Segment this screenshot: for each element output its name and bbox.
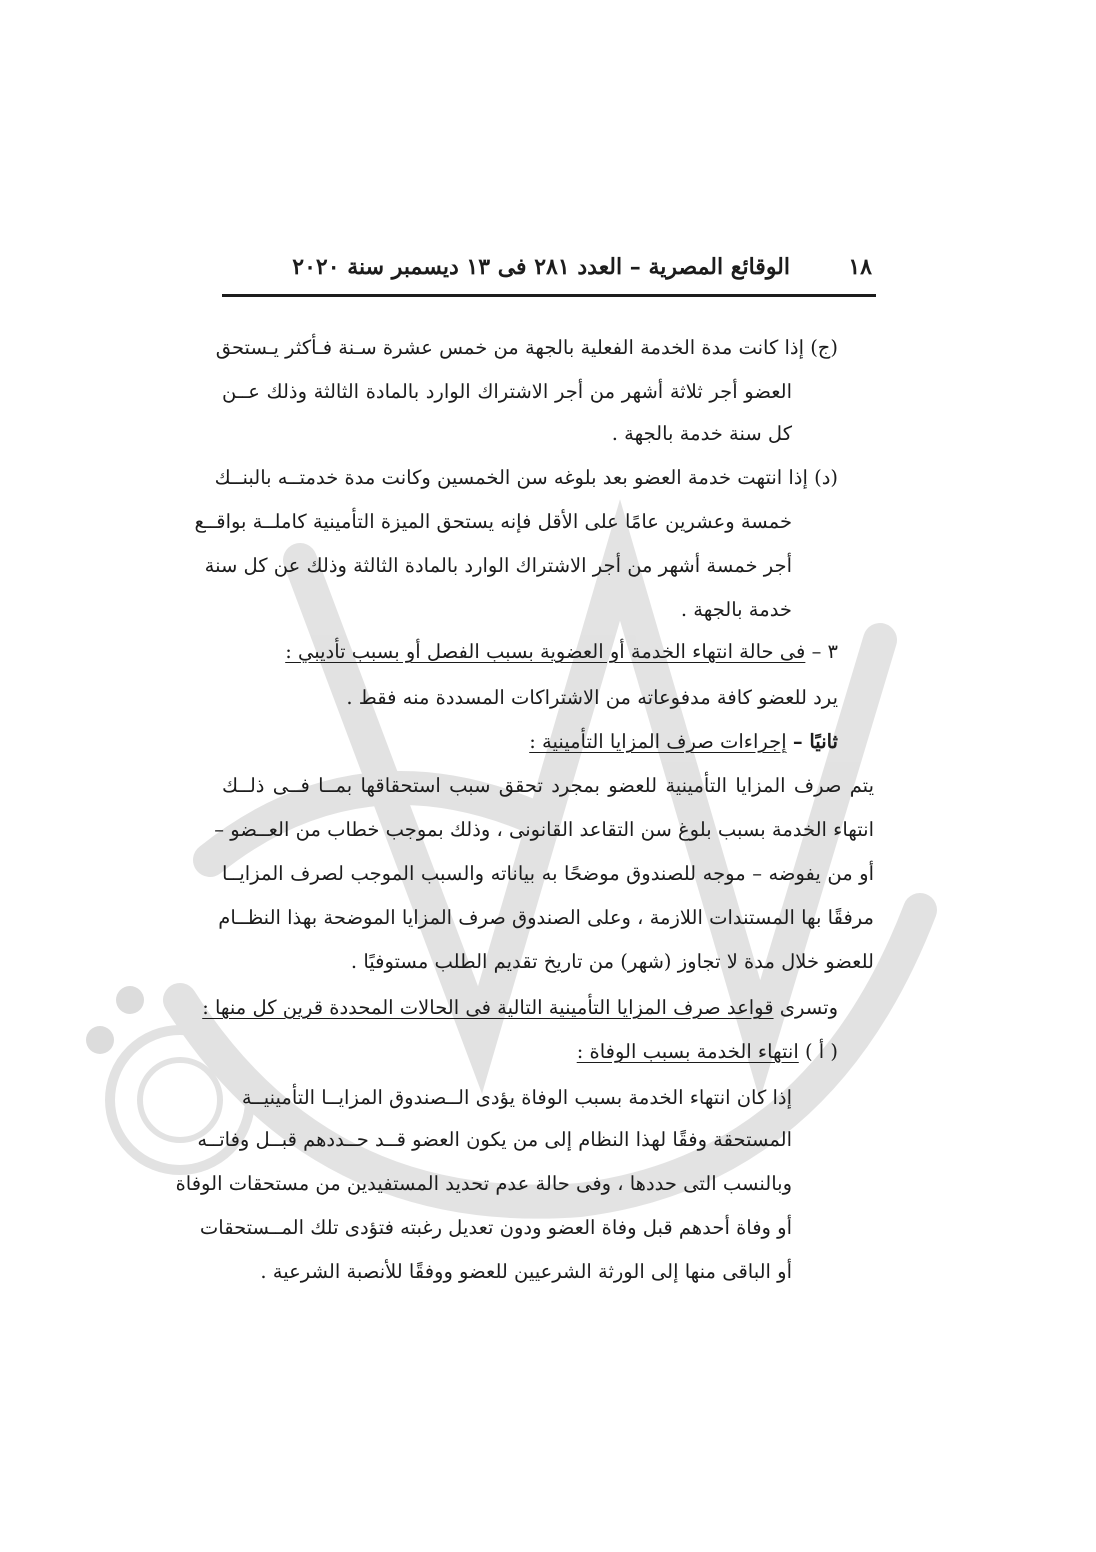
rules-intro-underlined: قواعد صرف المزايا التأمينية التالية فى الحالات المحددة قرين كل منها : bbox=[202, 996, 774, 1019]
page-header bbox=[222, 248, 876, 297]
para1-line-4: مرفقًا بها المستندات اللازمة ، وعلى الصندوق صرف المزايا الموضحة بهذا النظــام bbox=[218, 906, 874, 929]
para1-line-2: انتهاء الخدمة بسبب بلوغ سن التقاعد القانونى ، وذلك بموجب خطاب من العــضو – bbox=[214, 818, 874, 841]
para2-line-2: المستحقة وفقًا لهذا النظام إلى من يكون العضو قــد حــددهم قبــل وفاتــه bbox=[197, 1128, 792, 1151]
para1-line-1: يتم صرف المزايا التأمينية للعضو بمجرد تحقق سبب استحقاقها بمــا فــى ذلــك bbox=[222, 774, 874, 797]
para1-line-5: للعضو خلال مدة لا تجاوز (شهر) من تاريخ تقديم الطلب مستوفيًا . bbox=[350, 950, 874, 973]
section-second-heading-line bbox=[529, 728, 838, 756]
rules-intro-prefix: وتسرى bbox=[779, 996, 838, 1019]
para2-line-4: أو وفاة أحدهم قبل وفاة العضو ودون تعديل رغبته فتؤدى تلك المــستحقات bbox=[199, 1216, 792, 1239]
clause-d-line-4: خدمة بالجهة . bbox=[680, 598, 792, 621]
item-3-heading-line bbox=[285, 638, 838, 666]
case-a-heading-line bbox=[577, 1038, 838, 1066]
item-3-heading: فى حالة انتهاء الخدمة أو العضوية بسبب الفصل أو بسبب تأديبي : bbox=[285, 640, 806, 663]
clause-d-line-3: أجر خمسة أشهر من أجر الاشتراك الوارد بالمادة الثالثة وذلك عن كل سنة bbox=[204, 554, 792, 577]
clause-j-line-3: كل سنة خدمة بالجهة . bbox=[611, 422, 792, 445]
clause-j-line-1: (ج) إذا كانت مدة الخدمة الفعلية بالجهة من خمس عشرة سـنة فـأكثر يـستحق bbox=[215, 336, 838, 359]
case-a-label: ( أ ) bbox=[804, 1040, 838, 1063]
section-second-heading: إجراءات صرف المزايا التأمينية : bbox=[529, 730, 787, 753]
para1-line-3: أو من يفوضه – موجه للصندوق موضحًا به بياناته والسبب الموجب لصرف المزايــا bbox=[222, 862, 874, 885]
section-second-label: ثانيًا – bbox=[792, 730, 838, 753]
item-3-number: ٣ – bbox=[811, 640, 838, 663]
clause-d-line-2: خمسة وعشرين عامًا على الأقل فإنه يستحق الميزة التأمينية كاملــة بواقــع bbox=[194, 510, 792, 533]
clause-d-line-1: (د) إذا انتهت خدمة العضو بعد بلوغه سن الخمسين وكانت مدة خدمتــه بالبنــك bbox=[214, 466, 838, 489]
para2-line-5: أو الباقى منها إلى الورثة الشرعيين للعضو ووفقًا للأنصبة الشرعية . bbox=[260, 1260, 792, 1283]
case-a-heading: انتهاء الخدمة بسبب الوفاة : bbox=[576, 1040, 799, 1063]
item-3-text: يرد للعضو كافة مدفوعاته من الاشتراكات المسددة منه فقط . bbox=[346, 686, 838, 709]
para2-line-1: إذا كان انتهاء الخدمة بسبب الوفاة يؤدى الــصندوق المزايــا التأمينيــة bbox=[241, 1086, 792, 1109]
page-number: ١٨ bbox=[848, 254, 872, 280]
rules-intro-line bbox=[202, 994, 838, 1022]
clause-j-line-2: العضو أجر ثلاثة أشهر من أجر الاشتراك الوارد بالمادة الثالثة وذلك عــن bbox=[222, 380, 792, 403]
para2-line-3: وبالنسب التى حددها ، وفى حالة عدم تحديد المستفيدين من مستحقات الوفاة bbox=[175, 1172, 792, 1195]
gazette-title: الوقائع المصرية – العدد ٢٨١ فى ١٣ ديسمبر سنة ٢٠٢٠ bbox=[292, 254, 790, 280]
